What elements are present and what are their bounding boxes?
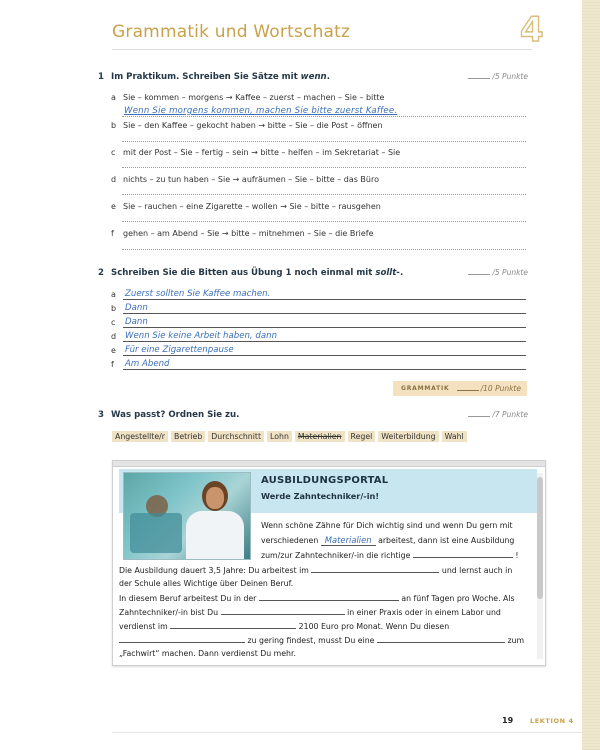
word-chip[interactable]: Durchschnitt xyxy=(208,431,264,442)
item-prompt: Sie – den Kaffee – gekocht haben → bitte – Sie – die Post – öffnen xyxy=(123,121,383,130)
item-prompt: gehen – am Abend – Sie → bitte – mitnehmen – Sie – die Briefe xyxy=(123,229,374,238)
portal-text-line xyxy=(261,550,519,561)
exercise-instruction-emphasis: sollt- xyxy=(375,268,400,278)
item-letter: c xyxy=(111,148,116,157)
exercise-1-item-b xyxy=(111,121,528,130)
exercise-2-heading xyxy=(98,268,528,278)
blank-field[interactable] xyxy=(170,621,296,629)
photo-face xyxy=(206,487,224,509)
page-title: Grammatik und Wortschatz xyxy=(112,22,351,42)
points-blank[interactable] xyxy=(468,274,490,275)
item-letter: d xyxy=(111,175,117,184)
row-letter: c xyxy=(111,318,116,327)
blank-field[interactable] xyxy=(311,565,439,573)
exercise-instruction: Im Praktikum. Schreiben Sie Sätze mit xyxy=(111,72,301,82)
exercise-2-row-d[interactable] xyxy=(111,329,528,342)
portal-window xyxy=(112,460,546,666)
scrollbar-thumb[interactable] xyxy=(537,477,543,599)
row-letter: e xyxy=(111,346,116,355)
row-letter: f xyxy=(111,360,114,369)
exercise-2-row-e[interactable] xyxy=(111,343,528,356)
points-label: /5 Punkte xyxy=(492,72,528,81)
photo-equipment xyxy=(130,513,182,553)
answer-line[interactable] xyxy=(123,299,526,300)
handwritten-answer[interactable]: Materialien xyxy=(321,535,376,546)
item-prompt: nichts – zu tun haben – Sie → aufräumen – Sie – bitte – das Büro xyxy=(123,175,379,184)
item-prompt: mit der Post – Sie – fertig – sein → bitte – helfen – im Sekretariat – Sie xyxy=(123,148,401,157)
portal-text-line: „Fachwirt“ machen. Dann verdienst Du mehr. xyxy=(119,649,296,658)
word-chip[interactable]: Angestellte/r xyxy=(112,431,168,442)
exercise-1-item-c xyxy=(111,148,528,157)
photo-body xyxy=(186,511,244,560)
text-segment: und lernst auch in xyxy=(441,566,513,575)
answer-line[interactable] xyxy=(122,167,526,168)
text-segment: Die Ausbildung dauert 3,5 Jahre: Du arbeitest im xyxy=(119,566,309,575)
item-letter: f xyxy=(111,229,114,238)
handwritten-answer[interactable]: Wenn Sie keine Arbeit haben, dann xyxy=(125,331,278,341)
answer-line[interactable] xyxy=(123,341,526,342)
blank-field[interactable] xyxy=(413,550,513,558)
text-segment: arbeitest, dann ist eine Ausbildung xyxy=(378,536,515,545)
answer-line[interactable] xyxy=(122,141,526,142)
portal-text-line: der Schule alles Wichtige über Deinen Beruf. xyxy=(119,579,294,588)
page-edge-strip xyxy=(582,0,600,750)
points-field[interactable] xyxy=(468,268,528,277)
blank-field[interactable] xyxy=(259,593,399,601)
exercise-1-item-d xyxy=(111,175,528,184)
text-segment: zum xyxy=(507,636,525,645)
blank-field[interactable] xyxy=(119,635,245,643)
handwritten-answer[interactable]: Für eine Zigarettenpause xyxy=(125,345,234,355)
exercise-1-item-f xyxy=(111,229,528,238)
answer-line[interactable] xyxy=(122,194,526,195)
points-label: /5 Punkte xyxy=(492,268,528,277)
points-blank[interactable] xyxy=(468,416,490,417)
header-divider xyxy=(112,49,532,50)
exercise-1-item-a xyxy=(111,93,528,102)
row-letter: b xyxy=(111,304,117,313)
portal-text-line xyxy=(119,621,449,632)
text-segment: an fünf Tagen pro Woche. Als xyxy=(401,594,515,603)
points-label: /7 Punkte xyxy=(492,410,528,419)
points-field[interactable] xyxy=(468,410,528,419)
exercise-1-heading xyxy=(98,72,528,82)
blank-field[interactable] xyxy=(221,607,345,615)
text-segment: zum/zur Zahntechniker/-in die richtige xyxy=(261,551,411,560)
word-chip[interactable]: Regel xyxy=(348,431,376,442)
text-segment: ! xyxy=(515,551,519,560)
exercise-instruction-end: . xyxy=(326,72,330,82)
text-segment: verschiedenen xyxy=(261,536,319,545)
grammar-label: GRAMMATIK xyxy=(401,385,450,392)
answer-line[interactable] xyxy=(123,313,526,314)
exercise-instruction: Schreiben Sie die Bitten aus Übung 1 noch einmal mit xyxy=(111,268,376,278)
exercise-number: 1 xyxy=(98,72,104,82)
handwritten-answer[interactable]: Dann xyxy=(125,303,148,313)
item-prompt: Sie – kommen – morgens → Kaffee – zuerst – machen – Sie – bitte xyxy=(123,93,385,102)
answer-line[interactable] xyxy=(122,249,526,250)
portal-text-line xyxy=(119,607,501,618)
word-bank xyxy=(112,431,467,442)
points-blank[interactable] xyxy=(457,390,479,391)
word-chip[interactable]: Betrieb xyxy=(171,431,205,442)
word-chip[interactable]: Weiterbildung xyxy=(378,431,438,442)
exercise-number: 3 xyxy=(98,410,104,420)
blank-field[interactable] xyxy=(377,635,505,643)
answer-line[interactable] xyxy=(123,327,526,328)
exercise-number: 2 xyxy=(98,268,104,278)
word-chip[interactable]: Lohn xyxy=(267,431,292,442)
portal-title: AUSBILDUNGSPORTAL xyxy=(261,475,389,486)
portal-text-line xyxy=(119,593,515,604)
answer-line[interactable] xyxy=(122,221,526,222)
text-segment: In diesem Beruf arbeitest Du in der xyxy=(119,594,257,603)
item-letter: b xyxy=(111,121,117,130)
row-letter: d xyxy=(111,332,117,341)
exercise-2-row-f[interactable] xyxy=(111,357,528,370)
row-letter: a xyxy=(111,290,116,299)
item-prompt: Sie – rauchen – eine Zigarette – wollen → Sie – bitte – rausgehen xyxy=(123,202,381,211)
text-segment: Zahntechniker/-in bist Du xyxy=(119,608,219,617)
word-chip[interactable]: Wahl xyxy=(442,431,467,442)
grammar-score-box xyxy=(393,381,527,396)
word-chip-used[interactable]: Materialien xyxy=(295,431,345,442)
portal-subtitle: Werde Zahntechniker/-in! xyxy=(261,491,380,501)
text-segment: in einer Praxis oder in einem Labor und xyxy=(347,608,501,617)
answer-line[interactable] xyxy=(123,355,526,356)
portal-text-line xyxy=(119,565,512,576)
portal-text-line xyxy=(119,635,524,646)
exercise-2-row-a[interactable] xyxy=(111,287,528,300)
handwritten-answer[interactable]: Dann xyxy=(125,317,148,327)
lesson-label: LEKTION 4 xyxy=(530,717,574,725)
text-segment: 2100 Euro pro Monat. Wenn Du diesen xyxy=(298,622,450,631)
footer-divider xyxy=(112,732,582,733)
text-segment: zu gering findest, musst Du eine xyxy=(247,636,375,645)
answer-line[interactable] xyxy=(122,116,526,117)
exercise-2-row-c[interactable] xyxy=(111,315,528,328)
answer-line[interactable] xyxy=(123,369,526,370)
points-label: /10 Punkte xyxy=(480,384,521,393)
points-blank[interactable] xyxy=(468,78,490,79)
page-number: 19 xyxy=(502,716,514,725)
handwritten-answer[interactable]: Am Abend xyxy=(125,359,170,369)
portal-text-line: Wenn schöne Zähne für Dich wichtig sind und wenn Du gern mit xyxy=(261,521,513,530)
exercise-3-heading xyxy=(98,410,528,420)
exercise-1-item-e xyxy=(111,202,528,211)
handwritten-answer[interactable]: Zuerst sollten Sie Kaffee machen. xyxy=(125,289,271,299)
item-letter: e xyxy=(111,202,116,211)
exercise-instruction-end: . xyxy=(399,268,404,278)
photo-main-person xyxy=(186,479,244,560)
window-title-bar xyxy=(113,461,545,467)
points-field[interactable] xyxy=(468,72,528,81)
lesson-number-badge: 4 xyxy=(520,10,544,50)
grammar-points-field[interactable] xyxy=(457,384,521,393)
portal-text-line xyxy=(261,535,514,546)
handwritten-answer[interactable]: Wenn Sie morgens kommen, machen Sie bitte zuerst Kaffee. xyxy=(124,106,398,116)
text-segment: verdienst im xyxy=(119,622,168,631)
item-letter: a xyxy=(111,93,116,102)
dental-technician-photo xyxy=(123,472,251,560)
exercise-instruction: Was passt? Ordnen Sie zu. xyxy=(111,410,240,420)
exercise-2-row-b[interactable] xyxy=(111,301,528,314)
exercise-instruction-emphasis: wenn xyxy=(300,72,327,82)
